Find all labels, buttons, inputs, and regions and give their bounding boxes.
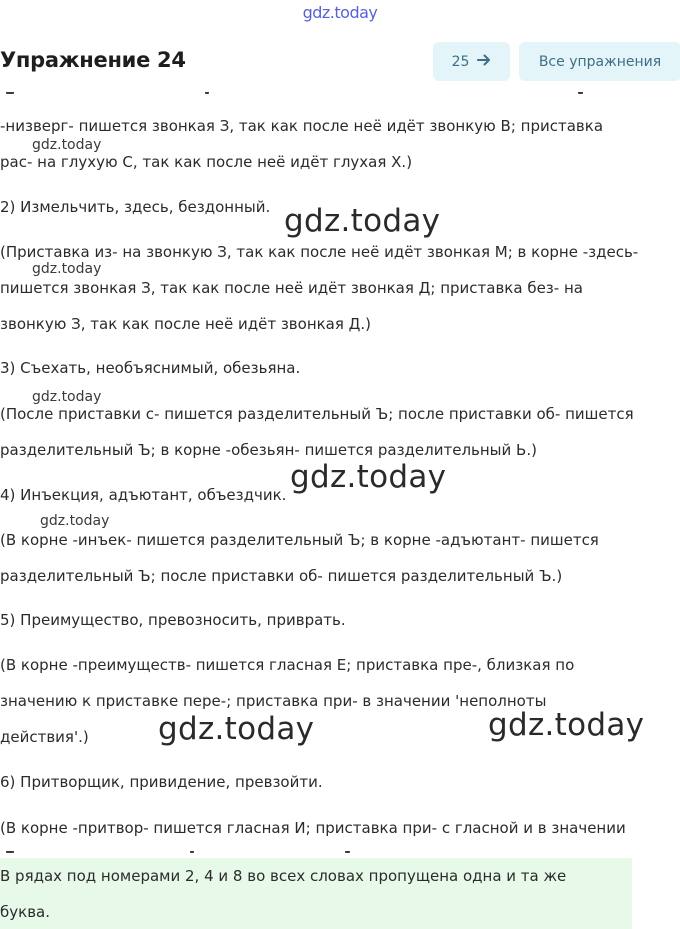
text-line: (В корне -притвор- пишется гласная И; приставка при- с гласной и в значении xyxy=(0,819,626,837)
text-line: действия'.) xyxy=(0,728,89,746)
text-line: пишется звонкая З, так как после неё идёт звонкая Д; приставка без- на xyxy=(0,279,583,297)
watermark: gdz.today xyxy=(40,513,110,529)
text-line: (В корне -инъек- пишется разделительный Ъ; в корне -адъютант- пишется xyxy=(0,531,599,549)
text-line: (В корне -преимуществ- пишется гласная Е; приставка пре-, близкая по xyxy=(0,656,575,674)
watermark: gdz.today xyxy=(488,707,645,743)
answer-text-line: буква. xyxy=(0,903,50,921)
text-line: звонкую З, так как после неё идёт звонкая Д.) xyxy=(0,315,372,333)
all-exercises-button[interactable]: Все упражнения xyxy=(519,42,680,81)
text-line: 5) Преимущество, превозносить, приврать. xyxy=(0,611,346,629)
watermark: gdz.today xyxy=(158,711,315,747)
arrow-right-icon xyxy=(477,54,491,70)
site-logo: gdz.today xyxy=(302,3,378,22)
text-line: рас- на глухую С, так как после неё идёт глухая Х.) xyxy=(0,153,413,171)
watermark: gdz.today xyxy=(32,261,102,277)
next-exercise-label: 25 xyxy=(451,53,470,70)
next-exercise-button[interactable] xyxy=(433,42,510,81)
answer-box xyxy=(0,858,632,929)
clipped-text-line xyxy=(0,92,680,100)
watermark: gdz.today xyxy=(32,137,102,153)
answer-text-line: В рядах под номерами 2, 4 и 8 во всех словах пропущена одна и та же xyxy=(0,867,567,885)
text-line: (Приставка из- на звонкую З, так как после неё идёт звонкая М; в корне -здесь- xyxy=(0,243,639,261)
text-line: разделительный Ъ; после приставки об- пишется разделительный Ъ.) xyxy=(0,567,563,585)
text-line: 4) Инъекция, адъютант, объездчик. xyxy=(0,486,287,504)
text-line: 2) Измельчить, здесь, бездонный. xyxy=(0,198,271,216)
watermark: gdz.today xyxy=(290,459,447,495)
text-line: -низверг- пишется звонкая З, так как после неё идёт звонкую В; приставка xyxy=(0,117,604,135)
watermark: gdz.today xyxy=(284,203,441,239)
text-line: (После приставки с- пишется разделительный Ъ; после приставки об- пишется xyxy=(0,405,634,423)
text-line: значению к приставке пере-; приставка при- в значении 'неполноты xyxy=(0,692,547,710)
page-title: Упражнение 24 xyxy=(0,48,186,72)
text-line: 3) Съехать, необъяснимый, обезьяна. xyxy=(0,359,301,377)
text-line: разделительный Ъ; в корне -обезьян- пишется разделительный Ь.) xyxy=(0,441,537,459)
watermark: gdz.today xyxy=(32,389,102,405)
text-line: 6) Притворщик, привидение, превзойти. xyxy=(0,773,323,791)
